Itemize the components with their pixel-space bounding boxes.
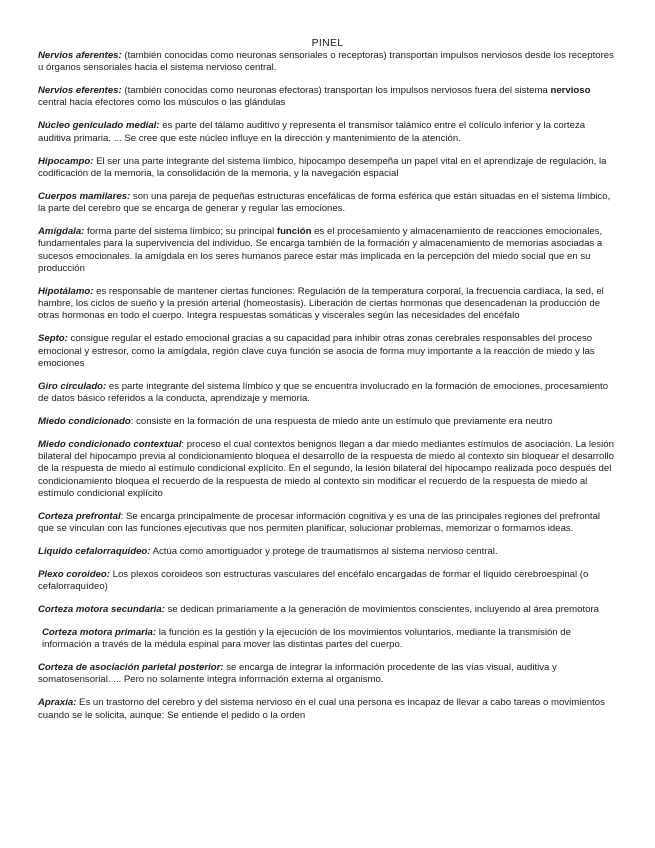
glossary-entry — [38, 546, 618, 558]
glossary-entry — [38, 439, 618, 500]
entry-definition: la función es la gestión y la ejecución de los movimientos voluntarios, mediante la transmisión de información a través de la médula espinal para mover las distintas partes del cuerpo. — [42, 627, 571, 651]
glossary-entry — [38, 627, 618, 652]
entry-term: Corteza motora primaria: — [42, 627, 157, 638]
glossary-entry — [38, 416, 618, 428]
entry-definition: se dedican primariamente a la generación de movimientos conscientes, incluyendo al área premotora — [164, 604, 599, 616]
entry-term: Apraxia: — [38, 697, 77, 709]
glossary-entry — [38, 286, 618, 323]
entry-emphasis: función — [276, 225, 312, 237]
entry-term: Plexo coroideo: — [38, 568, 110, 580]
glossary-entry — [38, 511, 618, 536]
entry-term: Amígdala: — [38, 225, 85, 237]
entry-term: Corteza prefrontal — [38, 510, 121, 522]
entry-definition: es parte integrante del sistema límbico y que se encuentra involucrado en la formación de emociones, procesamiento de datos básico referidos a la conducta, aprendizaje y memoria. — [38, 380, 609, 404]
entry-definition: consigue regular el estado emocional gracias a su capacidad para inhibir otras zonas cerebrales responsables del proceso emocional y estresor, como la amígdala, región clave cuya función se asocia de forma muy importante a la reacción de miedo y las emociones — [38, 333, 595, 369]
entry-term: Núcleo geniculado medial: — [38, 120, 160, 132]
glossary-entry — [38, 191, 618, 216]
entry-emphasis: nervioso — [550, 85, 591, 97]
entry-term: Miedo condicionado contextual — [38, 438, 182, 450]
entry-term: Corteza motora secundaria: — [38, 604, 165, 616]
entry-term: Nervios eferentes: — [38, 85, 122, 97]
entry-definition: : proceso el cual contextos benignos llegan a dar miedo mediantes estímulos de asociación. La lesión bilateral del hipocampo previa al condicionamiento bloquea el desarrollo de la respuesta de miedo al contexto sin bloquear el desarrollo de la respuesta de miedo al estímulo condicional explícito. En el segundo, la lesión bilateral del hipocampo realizada poco después del condicionamiento bloquea el recuerdo de la respuesta de miedo al contexto sin modificar el recuerdo de la respuesta de miedo al estímulo condicional explícito — [38, 438, 614, 499]
glossary-entry — [38, 697, 618, 722]
entry-definition: (también conocidas como neuronas sensoriales o receptoras) transportan impulsos nerviosos desde los receptores u órganos sensoriales hacia el sistema nervioso central. — [38, 50, 614, 74]
entry-definition: (también conocidas como neuronas efectoras) transportan los impulsos nerviosos fuera del sistema — [121, 85, 551, 97]
entry-term: Corteza de asociación parietal posterior: — [38, 662, 224, 674]
entry-definition: El ser una parte integrante del sistema límbico, hipocampo desempeña un papel vital en el aprendizaje de regulación, la codificación de la memoria, la consolidación de la memoria, y la navegación espacial — [38, 155, 607, 179]
entry-term: Giro circulado: — [38, 380, 107, 392]
entry-term: Hipotálamo: — [38, 285, 94, 297]
page-title: PINEL — [311, 37, 344, 49]
glossary-entry — [38, 604, 618, 616]
entry-definition: es responsable de mantener ciertas funciones: Regulación de la temperatura corporal, la frecuencia cardíaca, la sed, el hambre, los ciclos de sueño y la presión arterial (homeostasis). Liberación de ciertas hormonas que desencadenan la producción de otras hormonas en todo el cuerpo. Integra respuestas somáticas y viscerales según las necesidades del encéfalo — [38, 285, 604, 322]
entry-definition: es parte del tálamo auditivo y representa el transmisor talámico entre el colículo inferior y la corteza auditiva primaria. ... Se cree que este núcleo influye en la dirección y mantenimiento de la atención. — [38, 120, 586, 144]
entry-definition-continued: es el procesamiento y almacenamiento de reacciones emocionales, fundamentales para la supervivencia del individuo. Se encarga también de la formación y almacenamiento de memorias asociadas a sucesos emocionales. la amígdala en los seres humanos parece estar más implicada en la percepción del miedo social que en su producción — [38, 225, 603, 274]
entry-term: Septo: — [38, 333, 68, 345]
entry-term: Hipocampo: — [38, 155, 94, 167]
glossary-entry — [38, 226, 618, 275]
glossary-entry — [38, 569, 618, 594]
entry-definition: se encarga de integrar la información procedente de las vías visual, auditiva y somatosensorial. ... Pero no solamente integra información externa al organismo. — [38, 662, 557, 686]
entry-definition: Es un trastorno del cerebro y del sistema nervioso en el cual una persona es incapaz de llevar a cabo tareas o movimientos cuando se le solicita, aunque: Se entiende el pedido o la orden — [38, 697, 605, 721]
entry-term: Miedo condicionado — [38, 415, 131, 427]
glossary-entry — [38, 156, 618, 181]
glossary-entry — [38, 85, 618, 110]
glossary-list — [38, 50, 618, 733]
entry-definition: : Se encarga principalmente de procesar información cognitiva y es una de las principales regiones del prefrontal que se vinculan con las funciones ejecutivas que nos permiten planificar, solucionar problemas, memorizar o formarnos ideas. — [38, 510, 601, 535]
glossary-entry — [38, 381, 618, 406]
entry-term: Líquido cefalorraquídeo: — [38, 546, 151, 558]
entry-definition-continued: central hacia efectores como los músculos o las glándulas — [38, 97, 286, 109]
entry-term: Cuerpos mamilares: — [38, 190, 131, 202]
entry-definition: forma parte del sistema límbico; su principal — [84, 225, 277, 237]
entry-definition: Los plexos coroideos son estructuras vasculares del encéfalo encargadas de formar el líquido cerebroespinal (o cefalorraquídeo) — [38, 568, 589, 593]
glossary-entry — [38, 50, 618, 75]
glossary-entry — [38, 120, 618, 145]
entry-definition: Actúa como amortiguador y protege de traumatismos al sistema nervioso central. — [150, 546, 498, 558]
glossary-entry — [38, 333, 618, 370]
entry-definition: : consiste en la formación de una respuesta de miedo ante un estímulo que previamente era neutro — [130, 415, 553, 427]
glossary-entry — [38, 662, 618, 687]
entry-term: Nervios aferentes: — [38, 50, 122, 61]
entry-definition: son una pareja de pequeñas estructuras encefálicas de forma esférica que están situadas en el sistema límbico, la parte del cerebro que se encarga de generar y regular las emociones. — [38, 190, 611, 215]
